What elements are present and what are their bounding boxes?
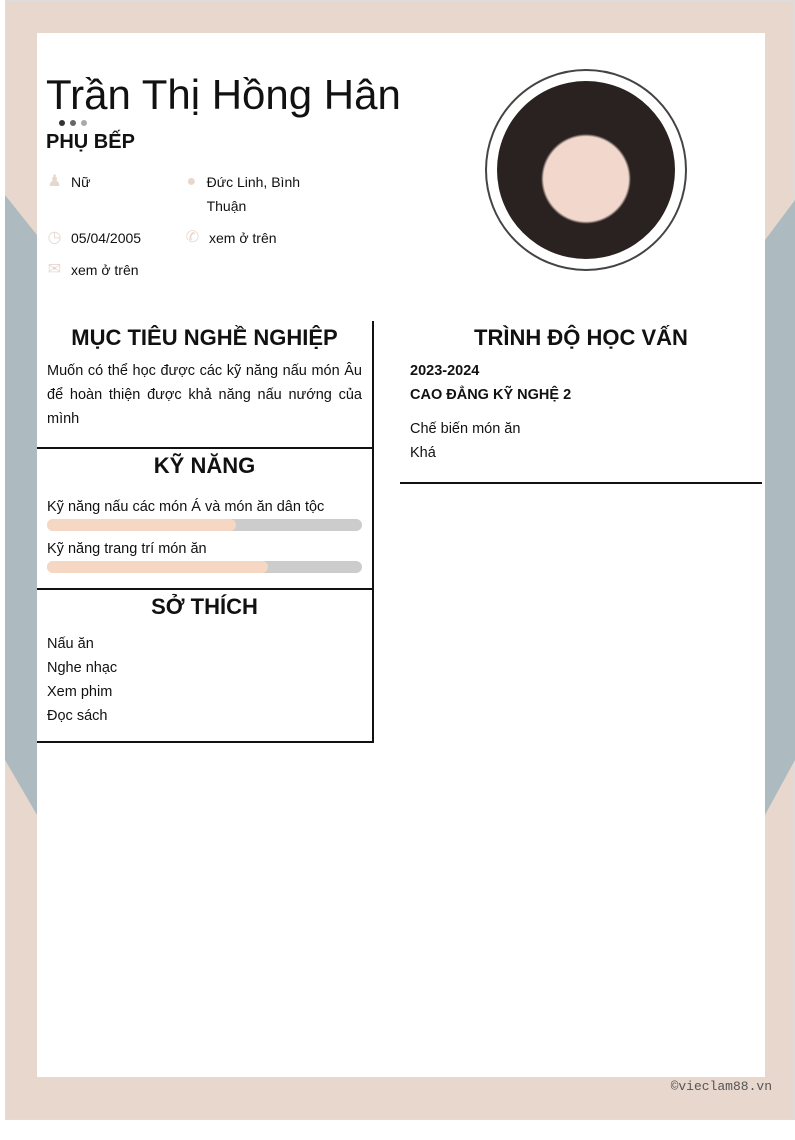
hobbies-section <box>37 590 372 743</box>
objective-heading: MỤC TIÊU NGHỀ NGHIỆP <box>71 325 338 350</box>
email: xem ở trên <box>71 262 139 278</box>
skills-section <box>37 449 372 590</box>
candidate-name: Trần Thị Hồng Hân <box>46 71 401 118</box>
education-major: Chế biến món ăn <box>410 421 521 437</box>
skills-heading: KỸ NĂNG <box>153 453 256 478</box>
hobby-item: Nấu ăn <box>47 636 94 652</box>
education-period: 2023-2024 <box>410 363 480 379</box>
birthday-row <box>46 226 141 250</box>
hobbies-heading: SỞ THÍCH <box>151 594 258 619</box>
avatar <box>485 69 687 271</box>
gender-row <box>46 170 90 194</box>
education-section <box>400 321 762 484</box>
skill-bar <box>47 561 362 573</box>
skill-label: Kỹ năng nấu các món Á và món ăn dân tộc <box>47 499 325 515</box>
education-school: CAO ĐẲNG KỸ NGHỆ 2 <box>410 387 572 403</box>
education-heading: TRÌNH ĐỘ HỌC VẤN <box>474 325 688 350</box>
clock-icon: ◷ <box>47 229 62 246</box>
hobby-item: Đọc sách <box>47 708 108 724</box>
watermark: ©vieclam88.vn <box>670 1079 772 1094</box>
education-grade: Khá <box>410 445 436 461</box>
decor-band-right <box>765 200 795 815</box>
objective-section <box>37 321 372 449</box>
user-icon: ♟ <box>47 173 62 190</box>
skill-bar-fill <box>47 561 268 573</box>
decor-band-left <box>5 195 37 815</box>
hobby-item: Nghe nhạc <box>47 660 118 676</box>
decor-dots <box>59 120 87 126</box>
envelope-icon: ✉ <box>47 261 62 278</box>
birthday: 05/04/2005 <box>71 230 142 246</box>
map-pin-icon: ● <box>186 173 197 190</box>
phone-icon: ✆ <box>185 229 200 246</box>
skill-label: Kỹ năng trang trí món ăn <box>47 541 207 557</box>
address: Đức Linh, Bình Thuận <box>206 174 301 214</box>
phone-row <box>184 226 277 250</box>
left-column <box>37 321 374 743</box>
cv-page <box>37 33 765 1077</box>
gender: Nữ <box>71 174 91 190</box>
address-row <box>184 170 324 218</box>
hobby-item: Xem phim <box>47 684 113 700</box>
job-title: PHỤ BẾP <box>46 131 135 153</box>
phone: xem ở trên <box>209 230 277 246</box>
skill-bar-fill <box>47 519 236 531</box>
objective-text: Muốn có thể học được các kỹ năng nấu món Âu để hoàn thiện được khả năng nấu nướng của mình <box>47 363 362 427</box>
email-row <box>46 258 139 282</box>
skill-bar <box>47 519 362 531</box>
